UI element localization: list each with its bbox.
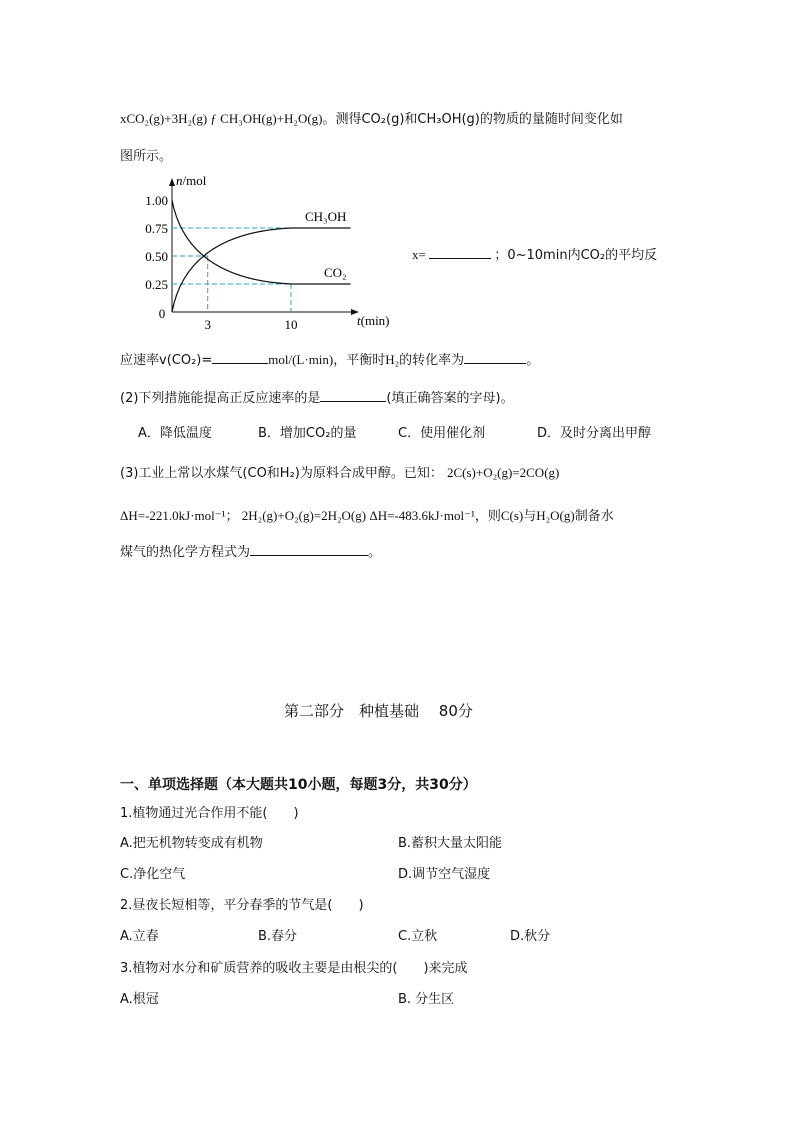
q3-eq2: 2H₂(g)+O₂(g)=2H₂O(g)	[241, 508, 367, 523]
x-tick-label: 3	[204, 317, 211, 332]
y-axis-arrow	[169, 178, 175, 186]
y-tick-label: 1.00	[145, 193, 168, 208]
q2-stem	[120, 387, 514, 406]
rate-end: 。	[526, 353, 540, 368]
q1-equation: xCO₂(g)+3H₂(g) ƒ CH₃OH(g)+H₂O(g)	[120, 111, 323, 126]
part2-title: 第二部分 种植基础 80分	[284, 702, 473, 720]
question-stem: 2.昼夜长短相等，平分春季的节气是( )	[120, 898, 364, 913]
question-option: A.把无机物转变成有机物	[120, 836, 263, 851]
q3-line1	[120, 462, 559, 481]
question-option: B. 分生区	[398, 992, 455, 1007]
q3-line1-text: (3)工业上常以水煤气(CO和H₂)为原料合成甲醇。已知：	[120, 466, 443, 481]
y-axis-label: n/mol	[176, 173, 207, 188]
q1-line1-text: 。测得CO₂(g)和CH₃OH(g)的物质的量随时间变化如	[322, 112, 623, 127]
rate-prefix: 应速率v(CO₂)=	[120, 353, 213, 368]
chart	[120, 170, 420, 335]
question-option: A.根冠	[120, 992, 159, 1007]
question-option: A.立春	[120, 929, 159, 944]
q1-x-line	[412, 244, 657, 263]
q2-stem-end: (填正确答案的字母)。	[386, 391, 514, 406]
question-option: C.净化空气	[120, 867, 186, 882]
question-option: D.调节空气湿度	[398, 867, 491, 882]
answer-blank-q3[interactable]	[250, 543, 368, 556]
answer-blank-rate[interactable]	[212, 351, 268, 364]
rate-unit: mol/(L·min)，平衡时H₂的转化率为	[268, 352, 465, 367]
series-label-ch3oh: CH₃OH	[305, 209, 347, 224]
question-option: B.蓄积大量太阳能	[398, 836, 503, 851]
q3-dh2: ΔH=-483.6kJ·mol⁻¹，则C(s)与H₂O(g)制备水	[369, 508, 614, 523]
section-heading: 一、单项选择题（本大题共10小题，每题3分，共30分）	[120, 777, 477, 793]
q1-line2: 图所示。	[120, 149, 173, 164]
q1-line1	[120, 108, 623, 127]
y-tick-label: 0.25	[145, 277, 168, 292]
q3-eq1: 2C(s)+O₂(g)=2CO(g)	[447, 465, 560, 480]
question-option: C.立秋	[398, 929, 438, 944]
question-stem: 3.植物对水分和矿质营养的吸收主要是由根尖的( )来完成	[120, 961, 468, 976]
q2-stem-text: (2)下列措施能提高正反应速率的是	[120, 391, 321, 406]
answer-blank-x[interactable]	[429, 246, 491, 259]
x-tick-label: 10	[284, 317, 298, 332]
q2-option: D．及时分离出甲醇	[537, 426, 652, 441]
q3-line3-end: 。	[368, 545, 382, 560]
q2-option: C．使用催化剂	[398, 426, 486, 441]
q3-line2	[120, 505, 614, 524]
q2-option: B．增加CO₂的量	[258, 426, 357, 441]
question-option: B.春分	[258, 929, 298, 944]
q1-side-text: ；0~10min内CO₂的平均反	[494, 248, 658, 263]
q3-line3	[120, 541, 381, 560]
question-option: D.秋分	[510, 929, 551, 944]
x-axis-label: t(min)	[357, 313, 390, 328]
q2-option: A．降低温度	[138, 426, 212, 441]
answer-blank-conversion[interactable]	[464, 351, 526, 364]
q3-line3-text: 煤气的热化学方程式为	[120, 545, 251, 560]
x-equals: x=	[412, 247, 426, 262]
q1-rate-line	[120, 349, 539, 368]
question-stem: 1.植物通过光合作用不能( )	[120, 806, 299, 821]
origin-label: 0	[158, 306, 166, 321]
answer-blank-q2[interactable]	[320, 389, 386, 402]
y-tick-label: 0.50	[145, 249, 168, 264]
series-label-co2: CO₂	[324, 265, 347, 280]
y-tick-label: 0.75	[145, 221, 168, 236]
q3-dh1: ΔH=-221.0kJ·mol⁻¹；	[120, 508, 239, 523]
